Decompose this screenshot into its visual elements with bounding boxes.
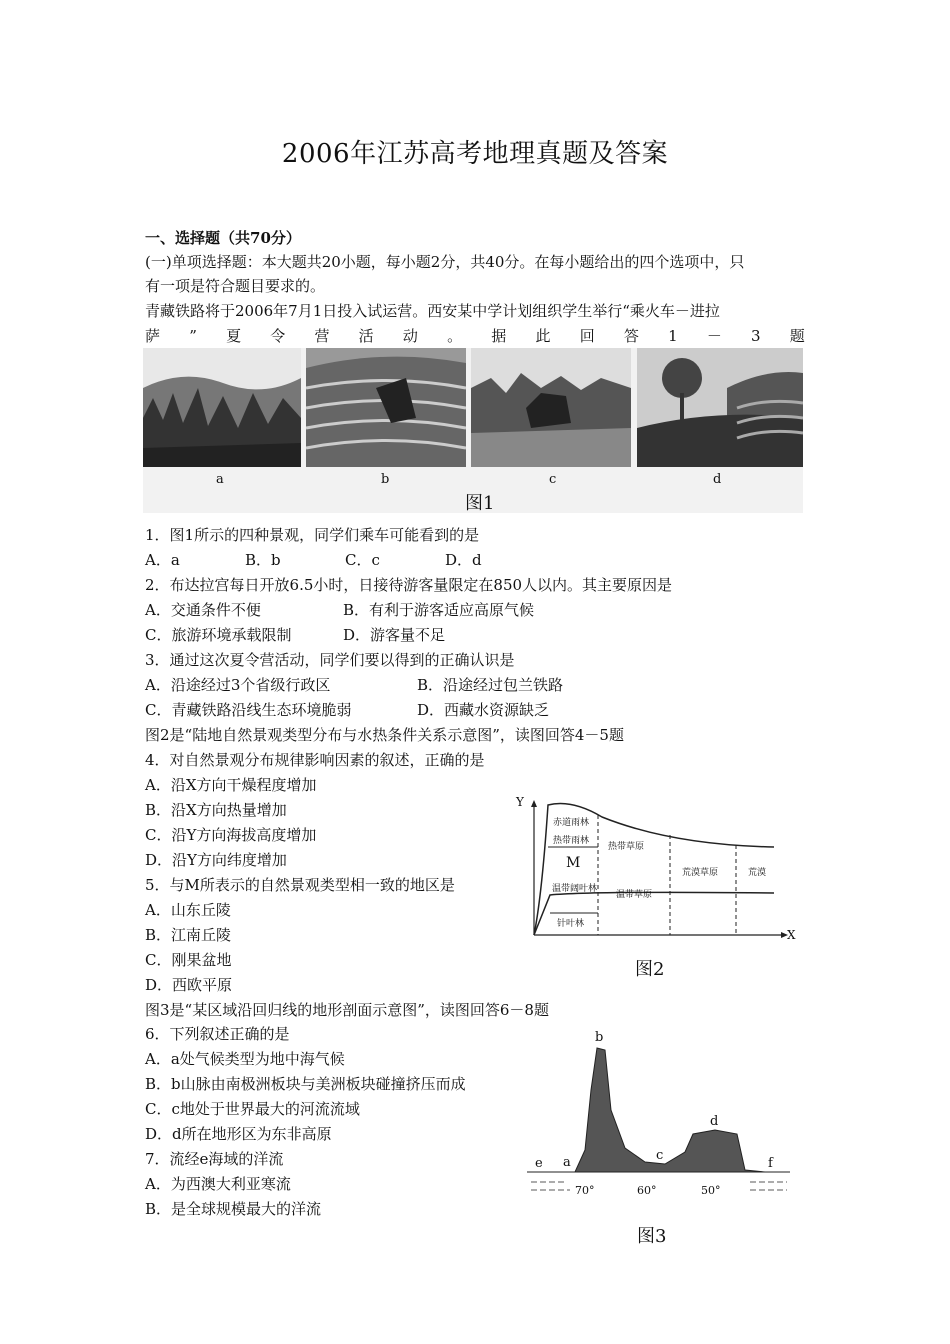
option: D．d (445, 551, 482, 569)
context-char: 回 (579, 327, 595, 345)
question-2-stem: 2．布达拉宫每日开放6.5小时，日接待游客量限定在850人以内。其主要原因是 (145, 576, 673, 594)
option: B．沿途经过包兰铁路 (417, 676, 564, 694)
zone-label: 荒漠 (748, 868, 767, 878)
zone-label: 温带草原 (616, 890, 653, 900)
photo-d (637, 348, 803, 467)
context-char: 动 (402, 327, 418, 345)
figure-2-intro: 图2是“陆地自然景观类型分布与水热条件关系示意图”，读图回答4－5题 (145, 726, 624, 744)
context-line-1: 青藏铁路将于2006年7月1日投入试运营。西安某中学计划组织学生举行“乘火车－进拉 (145, 302, 720, 320)
option: D．游客量不足 (343, 626, 446, 644)
zone-label: 赤道雨林 (553, 818, 590, 828)
option: D．西欧平原 (145, 976, 233, 994)
context-char: 令 (270, 327, 286, 345)
question-7-stem: 7．流经e海域的洋流 (145, 1150, 284, 1168)
context-char: 萨 (145, 327, 161, 345)
figure-3 (525, 1030, 795, 1245)
instructions-line-1: (一)单项选择题：本大题共20小题，每小题2分，共40分。在每小题给出的四个选项中，只 (145, 253, 745, 271)
context-char: 营 (314, 327, 330, 345)
question-5-stem: 5．与M所表示的自然景观类型相一致的地区是 (145, 876, 455, 894)
question-1-stem: 1．图1所示的四种景观，同学们乘车可能看到的是 (145, 526, 480, 544)
option: B．b山脉由南极洲板块与美洲板块碰撞挤压而成 (145, 1075, 466, 1093)
photo-label: d (713, 472, 722, 487)
option: A．山东丘陵 (145, 901, 231, 919)
option: C．c地处于世界最大的河流流域 (145, 1100, 360, 1118)
option: C．青藏铁路沿线生态环境脆弱 (145, 701, 352, 719)
option: A．a (145, 551, 180, 569)
context-char: 据 (491, 327, 507, 345)
photo-c (471, 348, 631, 467)
context-char: 。 (447, 327, 463, 345)
section-heading: 一、选择题（共70分） (145, 229, 301, 247)
context-char: 夏 (226, 327, 242, 345)
question-2-options-row-2 (145, 625, 445, 645)
option: A．沿途经过3个省级行政区 (145, 676, 331, 694)
zone-label: 热带雨林 (553, 836, 590, 846)
context-char: 3 (751, 327, 761, 345)
context-char: 活 (358, 327, 374, 345)
context-char: 答 (623, 327, 639, 345)
option: C．旅游环境承载限制 (145, 626, 292, 644)
zone-label: 热带草原 (608, 842, 645, 852)
option: B．是全球规模最大的洋流 (145, 1200, 322, 1218)
question-3-options-row-1 (145, 675, 563, 695)
context-char: － (706, 327, 722, 345)
x-axis-label: X (787, 928, 796, 942)
option: C．c (345, 551, 380, 569)
zone-label: 温带阔叶林 (552, 884, 598, 894)
option: A．沿X方向干燥程度增加 (145, 776, 317, 794)
option: B．沿X方向热量增加 (145, 801, 287, 819)
option: A．a处气候类型为地中海气候 (145, 1050, 345, 1068)
question-3-stem: 3．通过这次夏令营活动，同学们要以得到的正确认识是 (145, 651, 515, 669)
photo-b (306, 348, 466, 467)
point-label: b (595, 1030, 604, 1045)
question-4-stem: 4．对自然景观分布规律影响因素的叙述，正确的是 (145, 751, 485, 769)
longitude-tick: 50° (701, 1184, 721, 1197)
point-label: a (563, 1155, 571, 1170)
question-1-options (145, 550, 482, 570)
question-6-stem: 6．下列叙述正确的是 (145, 1025, 290, 1043)
point-label: f (768, 1156, 773, 1171)
question-3-options-row-2 (145, 700, 549, 720)
point-label: d (710, 1114, 719, 1129)
figure-1 (143, 348, 803, 513)
point-label: e (535, 1156, 543, 1171)
page-title: 2006年江苏高考地理真题及答案 (281, 139, 669, 169)
figure-caption: 图3 (637, 1226, 667, 1247)
option: D．沿Y方向纬度增加 (145, 851, 287, 869)
zone-m-label: M (566, 855, 581, 871)
photo-label: c (549, 472, 557, 487)
context-line-2 (145, 326, 805, 346)
longitude-tick: 70° (575, 1184, 595, 1197)
option: D．西藏水资源缺乏 (417, 701, 550, 719)
photo-label: b (381, 472, 390, 487)
figure-caption: 图2 (635, 959, 665, 980)
zone-label: 荒漠草原 (682, 868, 719, 878)
figure-3-intro: 图3是“某区域沿回归线的地形剖面示意图”，读图回答6－8题 (145, 1001, 549, 1019)
longitude-tick: 60° (637, 1184, 657, 1197)
context-char: 1 (668, 327, 678, 345)
question-2-options-row-1 (145, 600, 534, 620)
figure-caption: 图1 (465, 493, 495, 514)
context-char: 此 (535, 327, 551, 345)
option: D．d所在地形区为东非高原 (145, 1125, 332, 1143)
option: B．b (245, 551, 281, 569)
option: A．交通条件不便 (145, 601, 261, 619)
option: B．江南丘陵 (145, 926, 232, 944)
option: C．刚果盆地 (145, 951, 232, 969)
figure-2 (512, 795, 802, 985)
option: B．有利于游客适应高原气候 (343, 601, 535, 619)
y-axis-label: Y (516, 795, 524, 809)
zone-label: 针叶林 (557, 919, 585, 929)
context-char: 题 (789, 327, 805, 345)
option: A．为西澳大利亚寒流 (145, 1175, 291, 1193)
point-label: c (656, 1148, 664, 1163)
photo-label: a (216, 472, 224, 487)
option: C．沿Y方向海拔高度增加 (145, 826, 317, 844)
context-char: ” (189, 327, 197, 345)
photo-a (143, 348, 301, 467)
instructions-line-2: 有一项是符合题目要求的。 (145, 277, 326, 295)
